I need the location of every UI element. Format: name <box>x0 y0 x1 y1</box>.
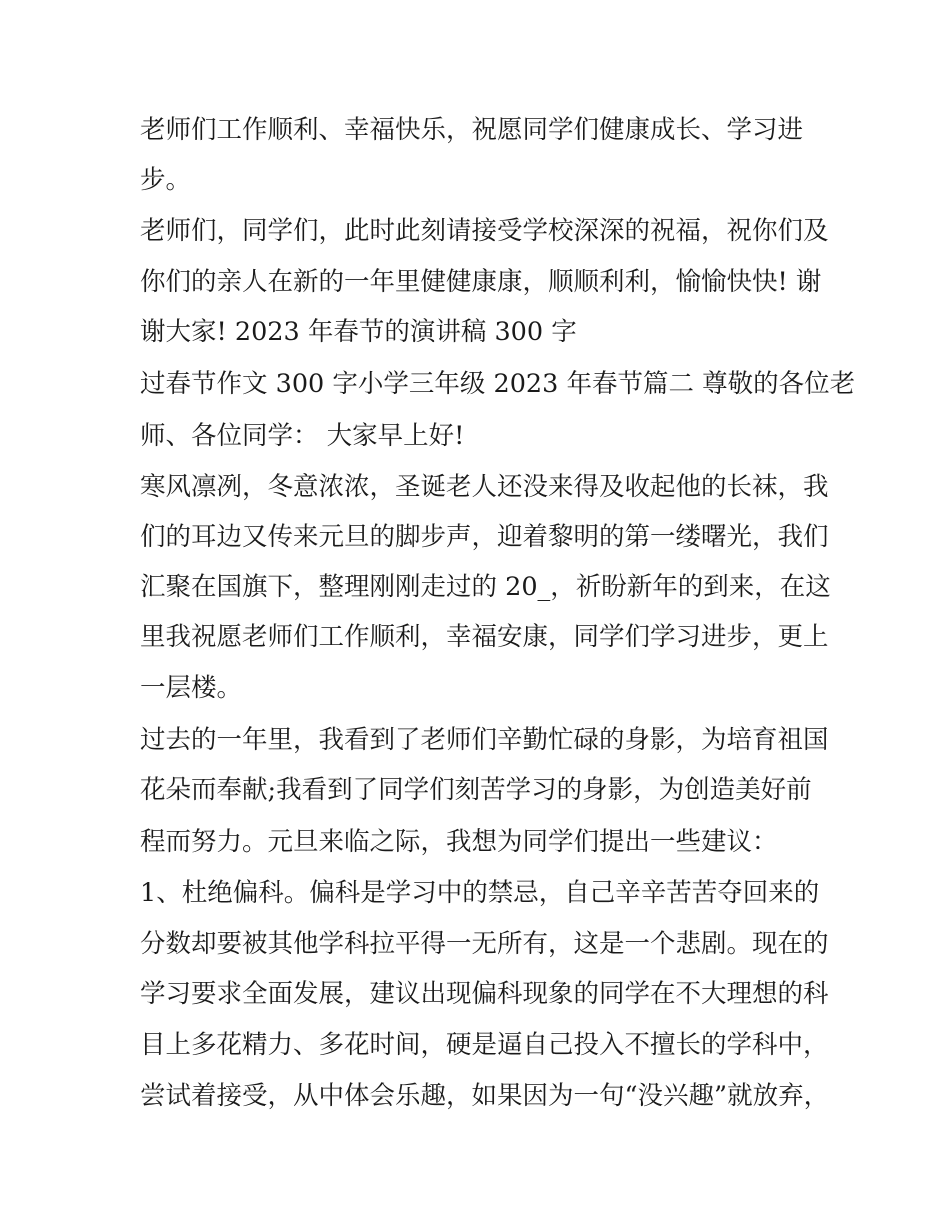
text-line: 过春节作文 300 字小学三年级 2023 年春节篇二 尊敬的各位老 <box>140 369 856 399</box>
text-line: 师、各位同学： 大家早上好! <box>140 421 465 451</box>
text-line: 一层楼。 <box>140 673 243 703</box>
text-line: 步。 <box>140 165 192 195</box>
text-line: 们的耳边又传来元旦的脚步声，迎着黎明的第一缕曙光，我们 <box>140 522 829 552</box>
text-line: 老师们，同学们，此时此刻请接受学校深深的祝福，祝你们及 <box>140 216 829 246</box>
text-line: 程而努力。元旦来临之际，我想为同学们提出一些建议： <box>140 827 778 857</box>
text-line: 汇聚在国旗下，整理刚刚走过的 20_，祈盼新年的到来，在这 <box>140 572 831 602</box>
text-line: 过去的一年里，我看到了老师们辛勤忙碌的身影，为培育祖国 <box>140 725 829 755</box>
text-line: 谢大家! 2023 年春节的演讲稿 300 字 <box>140 317 577 347</box>
text-line: 尝试着接受，从中体会乐趣，如果因为一句“没兴趣”就放弃， <box>140 1081 830 1111</box>
text-line: 里我祝愿老师们工作顺利，幸福安康，同学们学习进步，更上 <box>140 622 829 652</box>
text-line: 分数却要被其他学科拉平得一无所有，这是一个悲剧。现在的 <box>140 929 829 959</box>
text-line: 寒风凛冽，冬意浓浓，圣诞老人还没来得及收起他的长袜，我 <box>140 472 829 502</box>
text-line: 学习要求全面发展，建议出现偏科现象的同学在不大理想的科 <box>140 979 829 1009</box>
text-line: 目上多花精力、多花时间，硬是逼自己投入不擅长的学科中， <box>140 1030 829 1060</box>
text-line: 你们的亲人在新的一年里健健康康，顺顺利利，愉愉快快! 谢 <box>140 267 822 297</box>
text-line: 1、杜绝偏科。偏科是学习中的禁忌，自己辛辛苦苦夺回来的 <box>140 878 820 908</box>
text-line: 老师们工作顺利、幸福快乐，祝愿同学们健康成长、学习进 <box>140 115 804 145</box>
text-line: 花朵而奉献;我看到了同学们刻苦学习的身影，为创造美好前 <box>140 775 812 805</box>
